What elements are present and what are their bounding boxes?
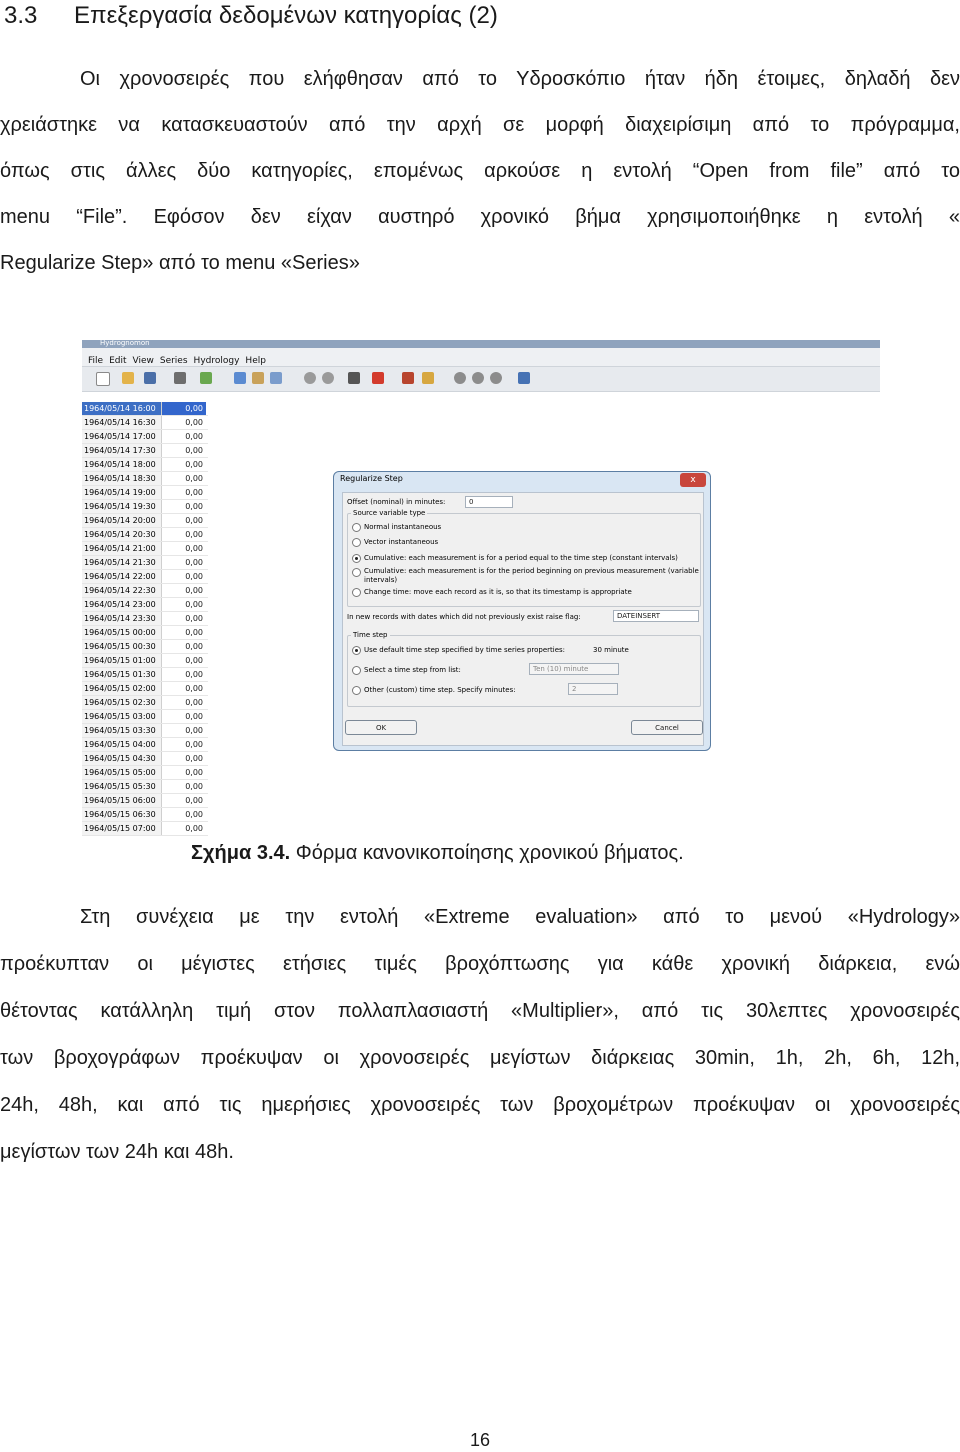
grid-date-cell[interactable]: 1964/05/15 01:00	[82, 654, 162, 667]
flag-select[interactable]: DATEINSERT	[613, 610, 699, 622]
grid-date-cell[interactable]: 1964/05/14 20:00	[82, 514, 162, 527]
paragraph-line: των βροχογράφων προέκυψαν οι χρονοσειρές μεγίστων διάρκειας 30min, 1h, 2h, 6h, 12h,	[0, 1047, 960, 1069]
radio-change-time[interactable]	[352, 588, 361, 597]
grid-value-cell[interactable]: 0,00	[185, 782, 203, 791]
grid-value-cell[interactable]: 0,00	[185, 656, 203, 665]
grid-value-cell[interactable]: 0,00	[185, 418, 203, 427]
grid-row[interactable]	[82, 402, 208, 416]
grid-date-cell[interactable]: 1964/05/14 21:30	[82, 556, 162, 569]
grid-value-cell[interactable]: 0,00	[185, 614, 203, 623]
source-group-label: Source variable type	[353, 509, 426, 517]
grid-value-cell[interactable]: 0,00	[185, 460, 203, 469]
grid-row[interactable]	[82, 808, 208, 822]
print-icon[interactable]	[174, 372, 186, 384]
grid-date-cell[interactable]: 1964/05/15 07:00	[82, 822, 162, 835]
menu-file[interactable]: File	[88, 356, 104, 366]
grid-value-cell[interactable]: 0,00	[185, 768, 203, 777]
figure-screenshot	[82, 339, 880, 833]
export-icon[interactable]	[200, 372, 212, 384]
caption-label: Σχήμα 3.4.	[191, 842, 291, 864]
grid-date-cell[interactable]: 1964/05/15 00:00	[82, 626, 162, 639]
delete-icon[interactable]	[372, 372, 384, 384]
grid-row[interactable]	[82, 500, 208, 514]
grid-row[interactable]	[82, 626, 208, 640]
step-select[interactable]: Ten (10) minute	[529, 663, 619, 675]
grid-value-cell[interactable]: 0,00	[185, 474, 203, 483]
grid-row[interactable]	[82, 822, 208, 836]
grid-value-cell[interactable]: 0,00	[185, 446, 203, 455]
close-icon[interactable]: x	[680, 473, 706, 487]
paragraph-line: 24h, 48h, και από τις ημερήσιες χρονοσειρές των βροχομέτρων προέκυψαν οι χρονοσειρές	[0, 1094, 960, 1116]
grid-row[interactable]	[82, 570, 208, 584]
grid-row[interactable]	[82, 724, 208, 738]
label-select-step: Select a time step from list:	[364, 666, 461, 674]
grid-value-cell[interactable]: 0,00	[185, 754, 203, 763]
grid-date-cell[interactable]: 1964/05/14 22:30	[82, 584, 162, 597]
grid-row[interactable]	[82, 528, 208, 542]
grid-row[interactable]	[82, 486, 208, 500]
grid-row[interactable]	[82, 668, 208, 682]
radio-select-step[interactable]	[352, 666, 361, 675]
grid-value-cell[interactable]: 0,00	[185, 684, 203, 693]
paragraph-line: μεγίστων των 24h και 48h.	[0, 1141, 234, 1163]
grid-date-cell[interactable]: 1964/05/14 19:30	[82, 500, 162, 513]
label-normal: Normal instantaneous	[364, 523, 442, 531]
grid-date-cell[interactable]: 1964/05/15 04:00	[82, 738, 162, 751]
ok-button[interactable]: OK	[345, 720, 417, 735]
grid-value-cell[interactable]: 0,00	[185, 544, 203, 553]
grid-value-cell[interactable]: 0,00	[185, 572, 203, 581]
grid-row[interactable]	[82, 584, 208, 598]
grid-value-cell[interactable]: 0,00	[185, 586, 203, 595]
grid-row[interactable]	[82, 710, 208, 724]
cancel-button[interactable]: Cancel	[631, 720, 703, 735]
regularize-step-dialog	[333, 471, 711, 751]
label-cumulative-variable: Cumulative: each measurement is for the period beginning on previous measurement (variable	[364, 567, 699, 575]
grid-date-cell[interactable]: 1964/05/14 18:00	[82, 458, 162, 471]
label-cumulative-constant: Cumulative: each measurement is for a period equal to the time step (constant intervals)	[364, 554, 678, 562]
radio-normal[interactable]	[352, 523, 361, 532]
grid-date-cell[interactable]: 1964/05/15 03:00	[82, 710, 162, 723]
grid-value-cell[interactable]: 0,00	[185, 810, 203, 819]
flag-label: In new records with dates which did not previously exist raise flag:	[347, 613, 581, 621]
radio-custom-step[interactable]	[352, 686, 361, 695]
grid-date-cell[interactable]: 1964/05/14 16:30	[82, 416, 162, 429]
grid-row[interactable]	[82, 612, 208, 626]
grid-value-cell[interactable]: 0,00	[185, 796, 203, 805]
menu-help[interactable]: Help	[245, 356, 266, 366]
copy-icon[interactable]	[234, 372, 246, 384]
open-folder-icon[interactable]	[122, 372, 134, 384]
first-icon[interactable]	[454, 372, 466, 384]
window-title: Hydrognomon	[100, 339, 150, 347]
grid-row[interactable]	[82, 598, 208, 612]
paragraph-intro	[0, 56, 960, 286]
section-heading	[4, 2, 498, 30]
grid-date-cell[interactable]: 1964/05/15 03:30	[82, 724, 162, 737]
grid-value-cell[interactable]: 0,00	[185, 740, 203, 749]
default-step-value: 30 minute	[593, 646, 629, 654]
redo-icon[interactable]	[322, 372, 334, 384]
grid-date-cell[interactable]: 1964/05/14 23:30	[82, 612, 162, 625]
grid-date-cell[interactable]: 1964/05/14 23:00	[82, 598, 162, 611]
label-change-time: Change time: move each record as it is, so that its timestamp is appropriate	[364, 588, 632, 596]
offset-input[interactable]: 0	[465, 496, 513, 508]
grid-row[interactable]	[82, 514, 208, 528]
new-file-icon[interactable]	[96, 372, 110, 386]
paragraph-line: Regularize Step» από το menu «Series»	[0, 252, 360, 274]
grid-date-cell[interactable]: 1964/05/15 02:30	[82, 696, 162, 709]
page-number: 16	[469, 1430, 491, 1450]
undo-icon[interactable]	[304, 372, 316, 384]
toolbar	[82, 366, 880, 392]
grid-value-cell[interactable]: 0,00	[185, 600, 203, 609]
grid-row[interactable]	[82, 458, 208, 472]
menu-view[interactable]: View	[132, 356, 154, 366]
grid-value-cell[interactable]: 0,00	[185, 558, 203, 567]
paragraph-line: menu “File”. Εφόσον δεν είχαν αυστηρό χρονικό βήμα χρησιμοποιήθηκε η εντολή «	[0, 206, 960, 228]
menu-bar	[82, 348, 880, 366]
grid-value-cell[interactable]: 0,00	[185, 642, 203, 651]
paragraph-line: Οι χρονοσειρές που ελήφθησαν από το Υδροσκόπιο ήταν ήδη έτοιμες, δηλαδή δεν	[80, 68, 960, 90]
grid-date-cell[interactable]: 1964/05/15 01:30	[82, 668, 162, 681]
find-icon[interactable]	[422, 372, 434, 384]
time-step-group-label: Time step	[353, 631, 388, 639]
grid-row[interactable]	[82, 752, 208, 766]
grid-value-cell[interactable]: 0,00	[162, 402, 206, 415]
label-vector: Vector instantaneous	[364, 538, 439, 546]
grid-value-cell[interactable]: 0,00	[185, 698, 203, 707]
chart-icon[interactable]	[518, 372, 530, 384]
grid-value-cell[interactable]: 0,00	[185, 432, 203, 441]
grid-date-cell[interactable]: 1964/05/14 20:30	[82, 528, 162, 541]
grid-value-cell[interactable]: 0,00	[185, 824, 203, 833]
dialog-body	[342, 492, 704, 746]
grid-date-cell[interactable]: 1964/05/14 17:00	[82, 430, 162, 443]
dialog-title: Regularize Step	[340, 474, 403, 483]
grid-row[interactable]	[82, 738, 208, 752]
grid-row[interactable]	[82, 430, 208, 444]
radio-cumulative-constant[interactable]	[352, 554, 361, 563]
grid-date-cell[interactable]: 1964/05/15 06:00	[82, 794, 162, 807]
paste-icon[interactable]	[252, 372, 264, 384]
menu-series[interactable]: Series	[159, 356, 188, 366]
grid-row[interactable]	[82, 780, 208, 794]
grid-value-cell[interactable]: 0,00	[185, 530, 203, 539]
next-icon[interactable]	[472, 372, 484, 384]
data-grid[interactable]	[82, 402, 208, 836]
grid-value-cell[interactable]: 0,00	[185, 670, 203, 679]
menu-hydrology[interactable]: Hydrology	[193, 356, 240, 366]
paragraph-line: χρειάστηκε να κατασκευαστούν από την αρχή σε μορφή διαχειρίσιμη από το πρόγραμμα,	[0, 114, 960, 136]
grid-value-cell[interactable]: 0,00	[185, 502, 203, 511]
last-icon[interactable]	[490, 372, 502, 384]
filter-icon[interactable]	[402, 372, 414, 384]
grid-date-cell[interactable]: 1964/05/14 16:00	[82, 402, 162, 415]
grid-row[interactable]	[82, 682, 208, 696]
grid-value-cell[interactable]: 0,00	[185, 628, 203, 637]
paragraph-line: θέτοντας κατάλληλη τιμή στον πολλαπλασιαστή «Multiplier», από τις 30λεπτες χρονοσειρές	[0, 1000, 960, 1022]
grid-date-cell[interactable]: 1964/05/15 02:00	[82, 682, 162, 695]
custom-step-input[interactable]: 2	[568, 683, 618, 695]
grid-value-cell[interactable]: 0,00	[185, 712, 203, 721]
grid-date-cell[interactable]: 1964/05/15 05:00	[82, 766, 162, 779]
save-icon[interactable]	[144, 372, 156, 384]
grid-row[interactable]	[82, 794, 208, 808]
grid-value-cell[interactable]: 0,00	[185, 488, 203, 497]
window-titlebar	[82, 340, 880, 348]
radio-cumulative-variable[interactable]	[352, 568, 361, 577]
grid-date-cell[interactable]: 1964/05/15 05:30	[82, 780, 162, 793]
caption-text: Φόρμα κανονικοποίησης χρονικού βήματος.	[295, 842, 684, 864]
radio-default-step[interactable]	[352, 646, 361, 655]
grid-row[interactable]	[82, 654, 208, 668]
paragraph-line: Στη συνέχεια με την εντολή «Extreme evaluation» από το μενού «Hydrology»	[80, 906, 960, 928]
label-custom-step: Other (custom) time step. Specify minutes:	[364, 686, 516, 694]
grid-value-cell[interactable]: 0,00	[185, 516, 203, 525]
grid-row[interactable]	[82, 696, 208, 710]
grid-row[interactable]	[82, 472, 208, 486]
label-cumulative-variable-cont: intervals)	[364, 576, 398, 584]
label-default-step: Use default time step specified by time series properties:	[364, 646, 566, 654]
grid-row[interactable]	[82, 416, 208, 430]
grid-date-cell[interactable]: 1964/05/15 06:30	[82, 808, 162, 821]
grid-date-cell[interactable]: 1964/05/14 19:00	[82, 486, 162, 499]
section-title: Επεξεργασία δεδομένων κατηγορίας (2)	[74, 2, 498, 29]
figure-caption	[191, 842, 684, 865]
grid-row[interactable]	[82, 766, 208, 780]
clipboard-icon[interactable]	[270, 372, 282, 384]
grid-value-cell[interactable]: 0,00	[185, 726, 203, 735]
paragraph-extreme	[0, 894, 960, 1176]
grid-row[interactable]	[82, 556, 208, 570]
grid-row[interactable]	[82, 640, 208, 654]
grid-date-cell[interactable]: 1964/05/14 22:00	[82, 570, 162, 583]
paragraph-line: προέκυπταν οι μέγιστες ετήσιες τιμές βροχόπτωσης για κάθε χρονική διάρκεια, ενώ	[0, 953, 960, 975]
grid-date-cell[interactable]: 1964/05/14 18:30	[82, 472, 162, 485]
grid-row[interactable]	[82, 444, 208, 458]
grid-row[interactable]	[82, 542, 208, 556]
grid-date-cell[interactable]: 1964/05/14 21:00	[82, 542, 162, 555]
cut-icon[interactable]	[348, 372, 360, 384]
grid-date-cell[interactable]: 1964/05/15 00:30	[82, 640, 162, 653]
section-number: 3.3	[4, 2, 38, 29]
radio-vector[interactable]	[352, 538, 361, 547]
paragraph-line: όπως στις άλλες δύο κατηγορίες, επομένως αρκούσε η εντολή “Open from file” από το	[0, 160, 960, 182]
grid-date-cell[interactable]: 1964/05/15 04:30	[82, 752, 162, 765]
menu-edit[interactable]: Edit	[109, 356, 127, 366]
offset-label: Offset (nominal) in minutes:	[347, 498, 446, 506]
grid-date-cell[interactable]: 1964/05/14 17:30	[82, 444, 162, 457]
